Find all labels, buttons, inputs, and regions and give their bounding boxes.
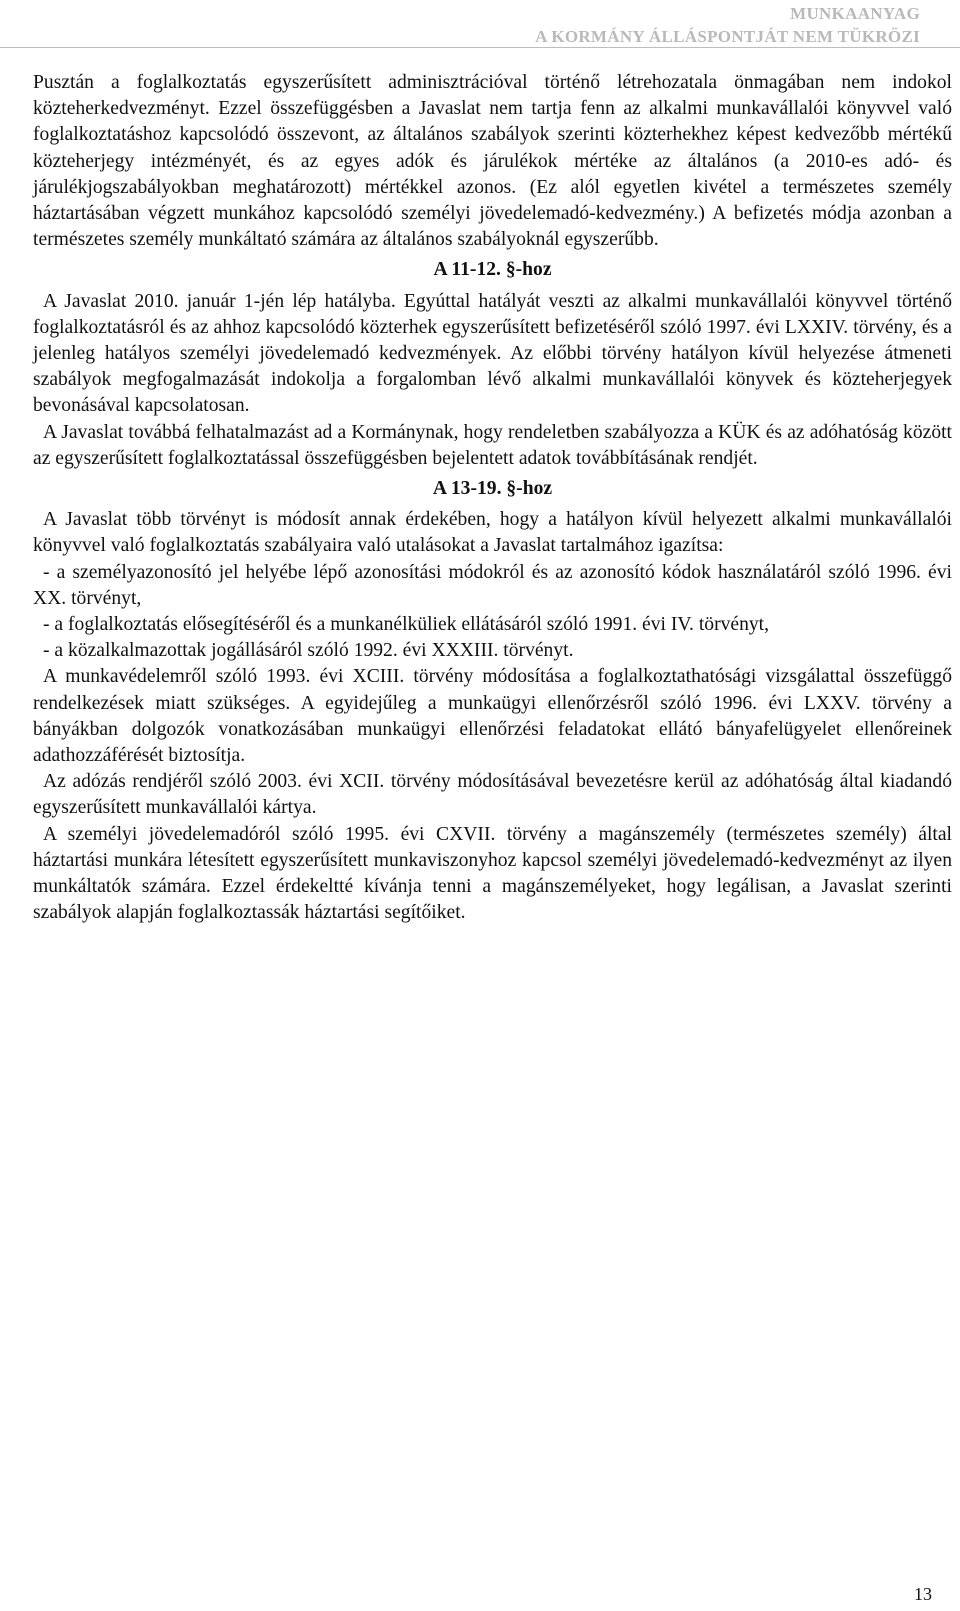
paragraph-13-19-szja: A személyi jövedelemadóról szóló 1995. évi CXVII. törvény a magánszemély (természetes személy) által háztartási munkára létesített egyszerűsített munkaviszonyhoz kapcsol személyi jövedelemadó-kedvezményt az ilyen munkáltatók számára. Ezzel érdekeltté kívánja tenni a magánszemélyeket, hogy legálisan, a Javaslat szerinti szabályok alapján foglalkoztassák háztartási segítőiket. xyxy=(33,823,952,924)
header-rule xyxy=(0,47,960,48)
list-item-law-1992-xxxiii: - a közalkalmazottak jogállásáról szóló 1992. évi XXXIII. törvényt. xyxy=(43,640,574,662)
paragraph-13-19-munkavedelem: A munkavédelemről szóló 1993. évi XCIII. törvény módosítása a foglalkoztathatósági vizsgálattal összefüggő rendelkezések miatt szükséges. A egyidejűleg a munkaügyi ellenőrzésről szóló 1996. évi LXXV. törvény a bányákban dolgozók vonatkozásában munkaügyi ellenőrzési feladatokat ellátó bányafelügyelet ellenőreinek adathozzáférését biztosítja. xyxy=(33,666,952,767)
list-item-law-1996-xx: - a személyazonosító jel helyébe lépő azonosítási módokról és az azonosító kódok használatáról szóló 1996. évi XX. törvényt, xyxy=(33,561,952,609)
paragraph-13-19-adozas: Az adózás rendjéről szóló 2003. évi XCII. törvény módosításával bevezetésre kerül az adóhatóság által kiadandó egyszerűsített munkavállalói kártya. xyxy=(33,771,952,819)
paragraph-13-19-1: A Javaslat több törvényt is módosít annak érdekében, hogy a hatályon kívül helyezett alkalmi munkavállalói könyvvel való foglalkoztatás szabályaira való utalásokat a Javaslat tartalmához igazítsa: xyxy=(33,509,952,557)
watermark-line-2: A KORMÁNY ÁLLÁSPONTJÁT NEM TÜKRÖZI xyxy=(535,27,920,46)
watermark xyxy=(300,2,920,48)
list-item-law-1991-iv: - a foglalkoztatás elősegítéséről és a munkanélküliek ellátásáról szóló 1991. évi IV. törvényt, xyxy=(43,614,770,636)
paragraph-11-12-1: A Javaslat 2010. január 1-jén lép hatályba. Egyúttal hatályát veszti az alkalmi munkavállalói könyvvel történő foglalkoztatásról és az ahhoz kapcsolódó közterhek egyszerűsített befizetéséről szóló 1997. évi LXXIV. törvény, és a jelenleg hatályos személyi jövedelemadó kedvezmények. Az előbbi törvény hatályon kívül helyezése átmeneti szabályok megfogalmazását indokolja a forgalomban lévő alkalmi munkavállalói könyvek és közteherjegyek bevonásával kapcsolatosan. xyxy=(33,290,952,417)
section-heading-11-12: A 11-12. §-hoz xyxy=(433,259,552,281)
paragraph-11-12-2: A Javaslat továbbá felhatalmazást ad a Kormánynak, hogy rendeletben szabályozza a KÜK és az adóhatóság között az egyszerűsített foglalkoztatással összefüggésben bejelentett adatok továbbításának rendjét. xyxy=(33,421,952,469)
document-body xyxy=(33,70,952,927)
section-heading-13-19: A 13-19. §-hoz xyxy=(432,478,553,500)
watermark-line-1: MUNKAANYAG xyxy=(790,4,920,23)
paragraph-intro: Pusztán a foglalkoztatás egyszerűsített adminisztrációval történő létrehozatala önmagában nem indokol közteherkedvezményt. Ezzel összefüggésben a Javaslat nem tartja fenn az alkalmi munkavállalói könyvvel való foglalkoztatáshoz kapcsolódó összevont, az általános szabályok szerinti közterhekhez képest kedvezőbb mértékű közteherjegy intézményét, és az egyes adók és járulékok mértéke az általános (a 2010-es adó- és járulékjogszabályokban meghatározott) mértékkel azonos. (Ez alól egyetlen kivétel a természetes személy háztartásában végzett munkához kapcsolódó személyi jövedelemadó-kedvezmény.) A befizetés módja azonban a természetes személy munkáltató számára az általános szabályoknál egyszerűbb. xyxy=(33,72,952,251)
page-number: 13 xyxy=(914,1584,932,1604)
